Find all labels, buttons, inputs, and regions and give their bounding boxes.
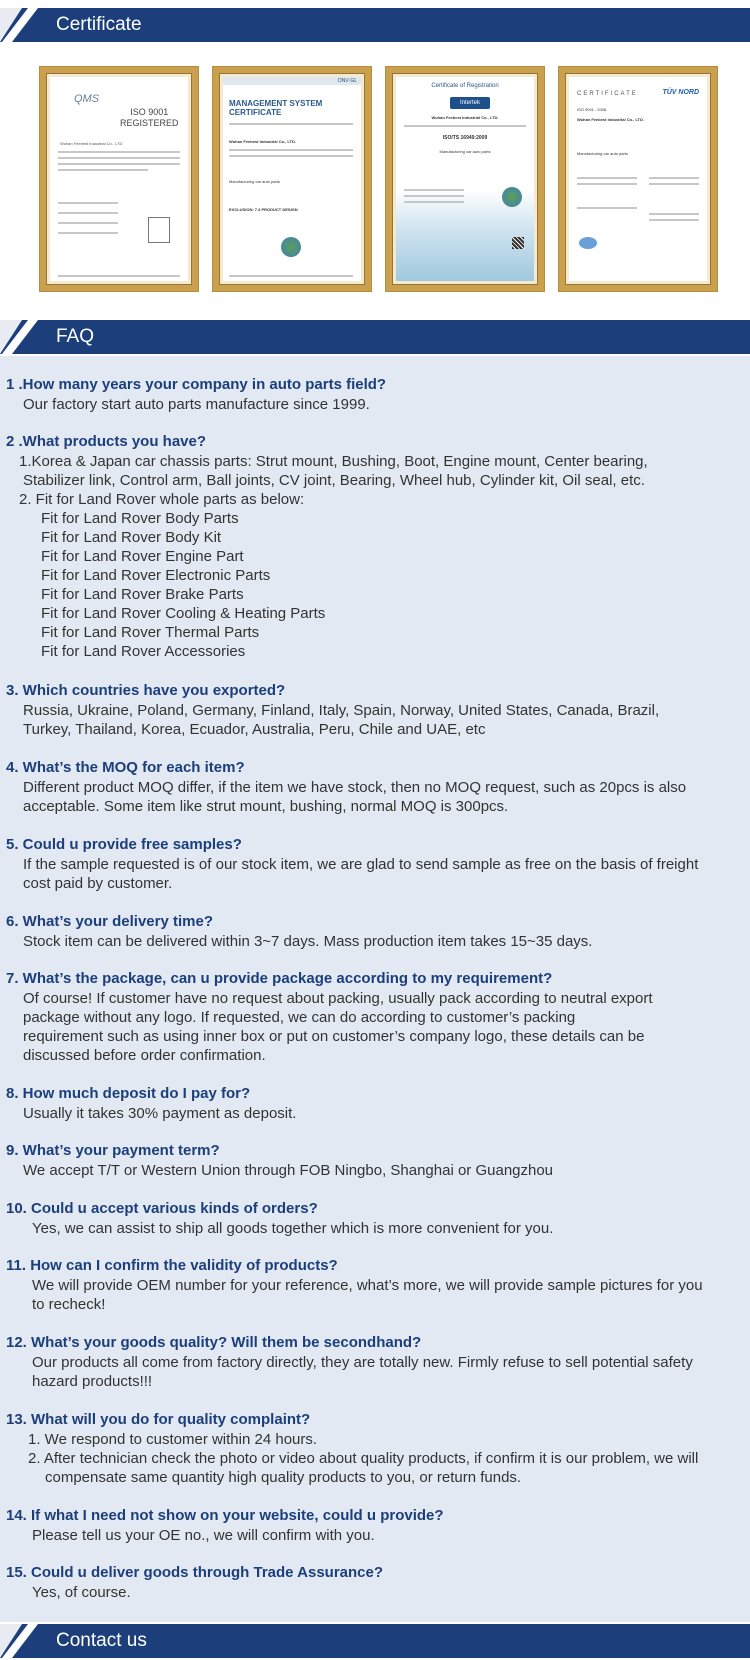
- faq-question: 11. How can I confirm the validity of products?: [6, 1257, 338, 1274]
- slash-decoration-icon: [0, 8, 40, 42]
- faq-list: [0, 356, 750, 1622]
- certificate-paper: QMS ISO 9001 REGISTERED Wuhan Feebest Industrial Co., LTD: [50, 77, 188, 281]
- faq-answer: Our products all come from factory directly, they are totally new. Firmly refuse to sell potential safety: [32, 1354, 693, 1371]
- faq-answer: Please tell us your OE no., we will confirm with you.: [32, 1527, 375, 1544]
- faq-question: 13. What will you do for quality complaint?: [6, 1411, 311, 1428]
- qms-logo: QMS: [74, 93, 100, 105]
- faq-question: 4. What’s the MOQ for each item?: [6, 759, 245, 776]
- accreditation-mark-icon: [579, 237, 597, 249]
- intertek-logo: Intertek: [450, 97, 490, 109]
- faq-answer: Stock item can be delivered within 3~7 days. Mass production item takes 15~35 days.: [23, 933, 593, 950]
- faq-question: 15. Could u deliver goods through Trade Assurance?: [6, 1564, 384, 1581]
- faq-question: 1 .How many years your company in auto parts field?: [6, 376, 387, 393]
- faq-answer: 2. Fit for Land Rover whole parts as below:: [19, 491, 305, 508]
- faq-answer: Fit for Land Rover Accessories: [41, 643, 246, 660]
- faq-answer: 1. We respond to customer within 24 hours.: [28, 1431, 318, 1448]
- faq-section-header: [0, 320, 750, 354]
- section-title-certificate: Certificate: [56, 14, 142, 35]
- certificate-frame-intertek[interactable]: Certificate of Registration Intertek Wuhan Feebest Industrial Co., LTD. ISO/TS 16949:2009 Manufacturing car auto parts: [386, 67, 544, 291]
- faq-answer: Usually it takes 30% payment as deposit.: [23, 1105, 297, 1122]
- faq-answer: Our factory start auto parts manufacture since 1999.: [23, 396, 370, 413]
- faq-answer: Of course! If customer have no request about packing, usually pack according to neutral export: [23, 990, 653, 1007]
- faq-question: 7. What’s the package, can u provide package according to my requirement?: [6, 970, 553, 987]
- faq-answer: Turkey, Thailand, Korea, Ecuador, Australia, Peru, Chile and UAE, etc: [23, 721, 486, 738]
- faq-answer: Fit for Land Rover Cooling & Heating Parts: [41, 605, 326, 622]
- tuv-nord-logo: TÜV NORD: [662, 89, 699, 96]
- faq-answer: Different product MOQ differ, if the item we have stock, then no MOQ request, such as 20pcs is also: [23, 779, 687, 796]
- cert-title: MANAGEMENT SYSTEM CERTIFICATE: [229, 99, 323, 117]
- faq-answer: package without any logo. If requested, we can do according to customer’s packing: [23, 1009, 576, 1026]
- globe-seal-icon: [502, 187, 522, 207]
- faq-answer: acceptable. Some item like strut mount, bushing, normal MOQ is 300pcs.: [23, 798, 509, 815]
- slash-decoration-icon: [0, 1624, 40, 1658]
- section-title-faq: FAQ: [56, 326, 95, 347]
- faq-answer: We accept T/T or Western Union through FOB Ningbo, Shanghai or Guangzhou: [23, 1162, 554, 1179]
- faq-question: 9. What’s your payment term?: [6, 1142, 220, 1159]
- faq-answer: Fit for Land Rover Body Parts: [41, 510, 239, 527]
- faq-answer: 2. After technician check the photo or video about quality products, if confirm it is our problem, we will: [28, 1450, 699, 1467]
- faq-answer: Fit for Land Rover Body Kit: [41, 529, 222, 546]
- faq-question: 8. How much deposit do I pay for?: [6, 1085, 251, 1102]
- contact-section-header: [0, 1624, 750, 1658]
- faq-answer: Russia, Ukraine, Poland, Germany, Finland, Italy, Spain, Norway, United States, Canada, Brazil,: [23, 702, 660, 719]
- faq-question: 14. If what I need not show on your website, could u provide?: [6, 1507, 444, 1524]
- qr-code-icon: [512, 237, 524, 249]
- faq-answer: Fit for Land Rover Brake Parts: [41, 586, 244, 603]
- faq-answer: discussed before order confirmation.: [23, 1047, 266, 1064]
- iac-seal-icon: [148, 217, 170, 243]
- faq-answer: Yes, we can assist to ship all goods together which is more convenient for you.: [32, 1220, 554, 1237]
- faq-question: 2 .What products you have?: [6, 433, 207, 450]
- faq-answer: Fit for Land Rover Thermal Parts: [41, 624, 260, 641]
- section-title-contact: Contact us: [56, 1630, 147, 1651]
- certificate-gallery: [0, 45, 750, 310]
- faq-answer: We will provide OEM number for your reference, what’s more, we will provide sample pictures for you: [32, 1277, 703, 1294]
- slash-decoration-icon: [0, 320, 40, 354]
- certificate-frame-iso9001[interactable]: [40, 67, 198, 291]
- faq-answer: requirement such as using inner box or put on customer’s company logo, these details can be: [23, 1028, 645, 1045]
- faq-answer: Fit for Land Rover Engine Part: [41, 548, 244, 565]
- faq-question: 3. Which countries have you exported?: [6, 682, 286, 699]
- faq-answer: Stabilizer link, Control arm, Ball joints, CV joint, Bearing, Wheel hub, Cylinder kit, Oil seal, etc.: [23, 472, 645, 489]
- certificate-section-header: [0, 8, 750, 42]
- faq-answer: compensate same quantity high quality products to you, or return funds.: [45, 1469, 522, 1486]
- faq-answer: to recheck!: [32, 1296, 106, 1313]
- faq-answer: Yes, of course.: [32, 1584, 131, 1601]
- faq-answer: If the sample requested is of our stock item, we are glad to send sample as free on the basis of freight: [23, 856, 699, 873]
- faq-question: 5. Could u provide free samples?: [6, 836, 242, 853]
- faq-answer: 1.Korea & Japan car chassis parts: Strut mount, Bushing, Boot, Engine mount, Center bearing,: [19, 453, 648, 470]
- globe-seal-icon: [281, 237, 301, 257]
- certificate-frame-tuv[interactable]: CERTIFICATE TÜV NORD ISO 9001 : 2008 Wuhan Feebest Industrial Co., LTD. Manufacturing car auto parts: [559, 67, 717, 291]
- faq-question: 10. Could u accept various kinds of orders?: [6, 1200, 318, 1217]
- faq-answer: Fit for Land Rover Electronic Parts: [41, 567, 271, 584]
- cert-title: ISO 9001 REGISTERED: [120, 107, 179, 128]
- faq-answer: cost paid by customer.: [23, 875, 173, 892]
- faq-question: 6. What’s your delivery time?: [6, 913, 214, 930]
- faq-answer: hazard products!!!: [32, 1373, 153, 1390]
- certificate-frame-dnv[interactable]: DNV·GL MANAGEMENT SYSTEM CERTIFICATE Wuhan Feebest Industrial Co., LTD. Manufacturing car auto parts EXCLUSION: 7.3 PRODUCT DESIGN: [213, 67, 371, 291]
- faq-question: 12. What’s your goods quality? Will them be secondhand?: [6, 1334, 422, 1351]
